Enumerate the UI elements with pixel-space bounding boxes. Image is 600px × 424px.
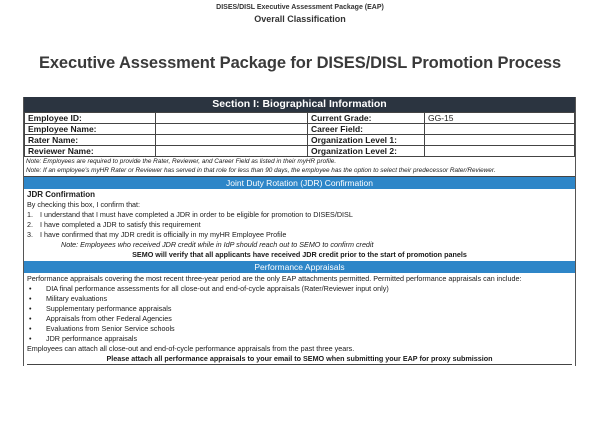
list-item: • Supplementary performance appraisals (29, 304, 172, 313)
rater-name-field[interactable] (156, 135, 308, 146)
current-grade-field[interactable]: GG-15 (425, 113, 575, 124)
list-item: • Appraisals from other Federal Agencies (29, 314, 172, 323)
employee-id-field[interactable] (156, 113, 308, 124)
appraisals-instruction: Please attach all performance appraisals to your email to SEMO when submitting your EAP for proxy submission (27, 354, 572, 365)
jdr-section (24, 189, 575, 261)
bullet-icon: • (29, 284, 32, 293)
jdr-heading: Joint Duty Rotation (JDR) Confirmation (24, 177, 575, 189)
rater-name-label: Rater Name: (25, 135, 156, 146)
table-row (25, 113, 575, 124)
org-level-1-field[interactable] (425, 135, 575, 146)
career-field-field[interactable] (425, 124, 575, 135)
biographical-table (24, 112, 575, 157)
appraisals-section (24, 273, 575, 366)
current-grade-label: Current Grade: (308, 113, 425, 124)
note-predecessor: Note: If an employee's myHR Rater or Reviewer has served in that role for less than 90 days, the employee has the option to select their predecessor Rater/Reviewer. (26, 166, 496, 174)
overall-classification: Overall Classification (254, 14, 346, 24)
jdr-intro: By checking this box, I confirm that: (27, 200, 141, 209)
table-row (25, 146, 575, 157)
employee-name-field[interactable] (156, 124, 308, 135)
jdr-subheading: JDR Confirmation (27, 190, 95, 199)
bullet-icon: • (29, 304, 32, 313)
section1-heading: Section I: Biographical Information (24, 97, 575, 112)
bullet-icon: • (29, 324, 32, 333)
org-level-1-label: Organization Level 1: (308, 135, 425, 146)
career-field-label: Career Field: (308, 124, 425, 135)
list-item: 1. I understand that I must have completed a JDR in order to be eligible for promotion to DISES/DISL (27, 210, 353, 219)
bullet-icon: • (29, 294, 32, 303)
bullet-icon: • (29, 314, 32, 323)
list-item: • JDR performance appraisals (29, 334, 138, 343)
table-row (25, 135, 575, 146)
biographical-notes (24, 157, 575, 177)
list-item: • DIA final performance assessments for all close-out and end-of-cycle appraisals (Rater/Reviewer input only) (29, 284, 389, 293)
classification-header: DISES/DISL Executive Assessment Package (EAP) (216, 4, 384, 11)
note-required-fields: Note: Employees are required to provide the Rater, Reviewer, and Career Field as listed in their myHR profile. (26, 158, 337, 165)
list-item: • Military evaluations (29, 294, 108, 303)
appraisals-intro: Performance appraisals covering the most recent three-year period are the only EAP attachments permitted. Permitted performance appraisals can include: (27, 274, 522, 283)
appraisals-outro: Employees can attach all close-out and end-of-cycle performance appraisals from the past three years. (27, 344, 355, 353)
reviewer-name-field[interactable] (156, 146, 308, 157)
list-item: 2. I have completed a JDR to satisfy this requirement (27, 220, 201, 229)
jdr-verify-statement: SEMO will verify that all applicants have received JDR credit prior to the start of promotion panels (132, 250, 467, 259)
reviewer-name-label: Reviewer Name: (25, 146, 156, 157)
page-title: Executive Assessment Package for DISES/DISL Promotion Process (38, 54, 562, 72)
org-level-2-field[interactable] (425, 146, 575, 157)
jdr-note: Note: Employees who received JDR credit while in IdP should reach out to SEMO to confirm credit (61, 240, 374, 249)
org-level-2-label: Organization Level 2: (308, 146, 425, 157)
appraisals-heading: Performance Appraisals (24, 261, 575, 273)
list-item: • Evaluations from Senior Service schools (29, 324, 175, 333)
list-item: 3. I have confirmed that my JDR credit is officially in my myHR Employee Profile (27, 230, 287, 239)
bullet-icon: • (29, 334, 32, 343)
eap-form (23, 97, 576, 366)
table-row (25, 124, 575, 135)
employee-id-label: Employee ID: (25, 113, 156, 124)
employee-name-label: Employee Name: (25, 124, 156, 135)
